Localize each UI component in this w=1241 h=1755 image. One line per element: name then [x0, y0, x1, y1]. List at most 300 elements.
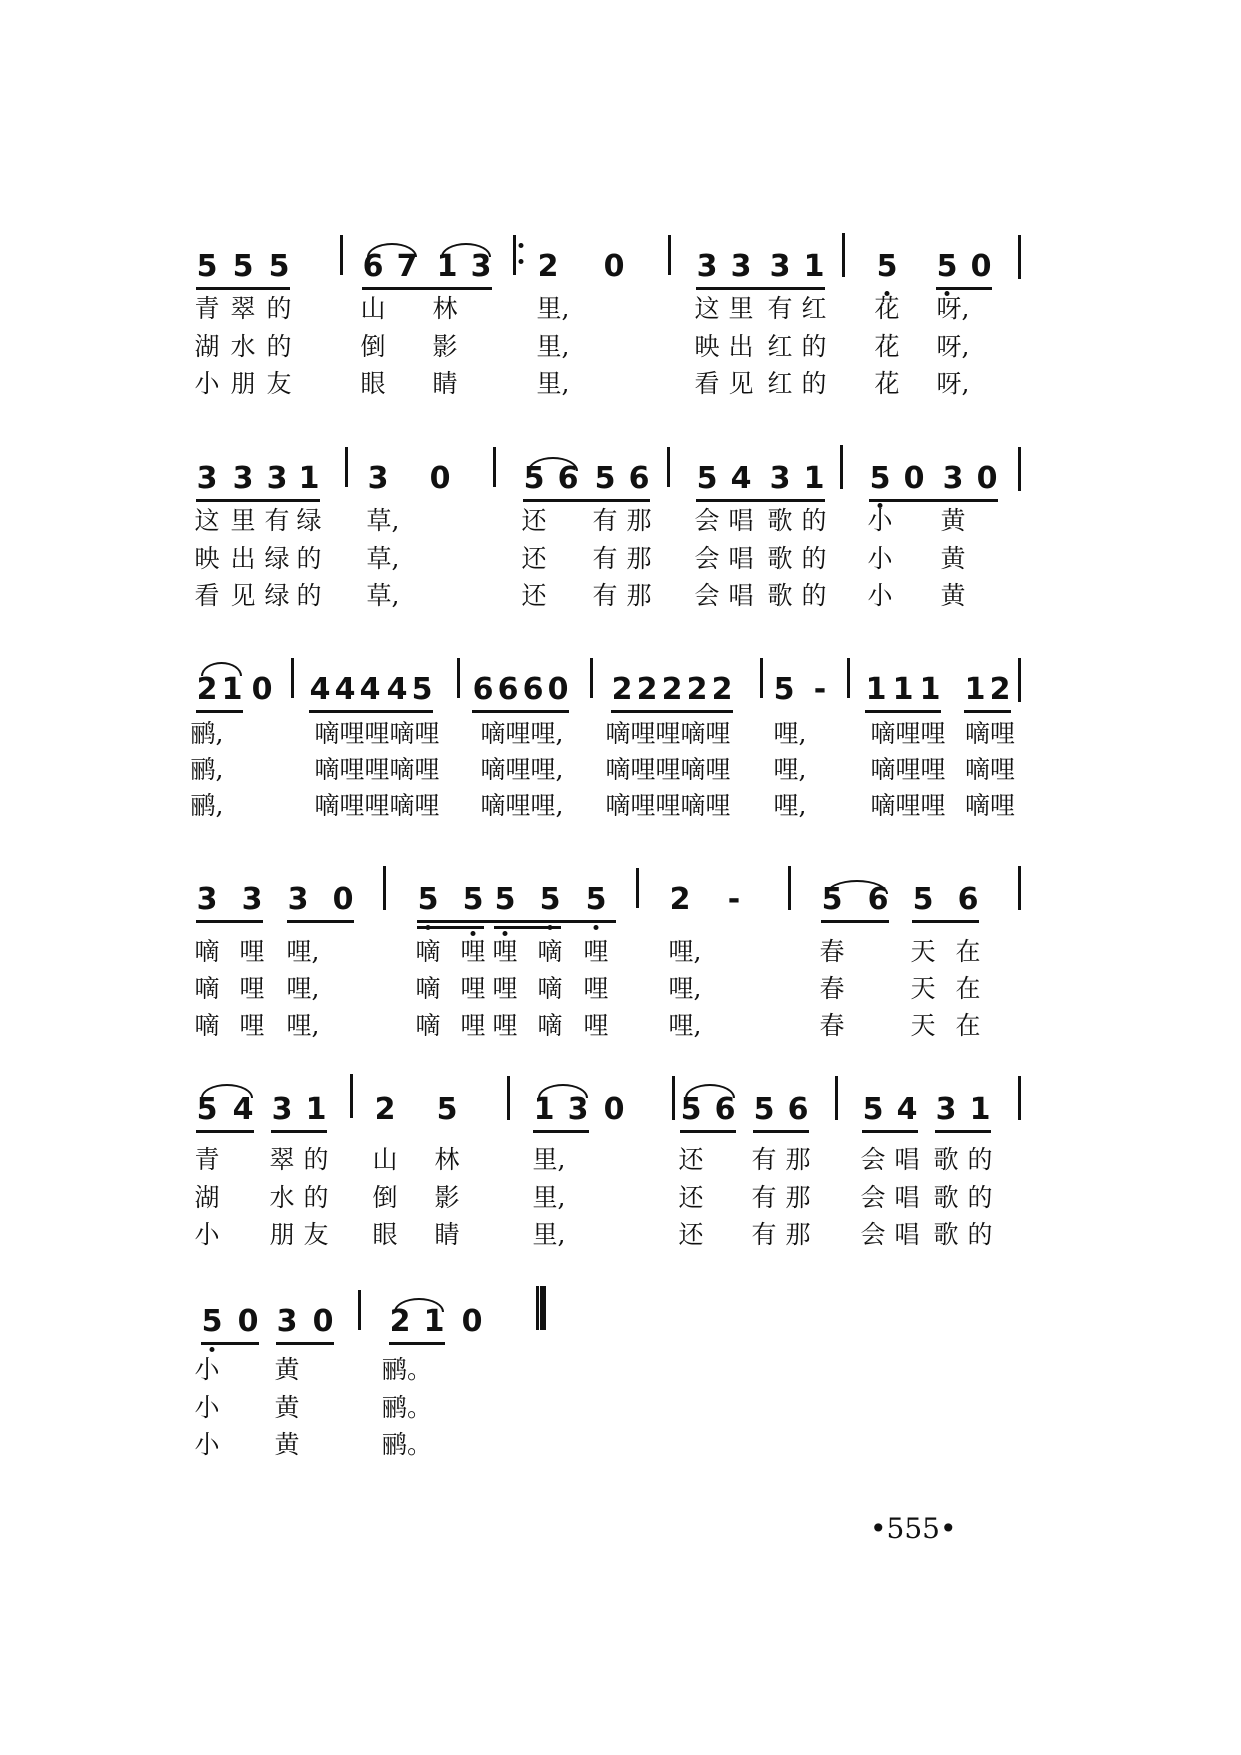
score-system [0, 1068, 1241, 1258]
lyric-word: 黄 [274, 1393, 300, 1422]
lyric-word: 里 [728, 294, 754, 323]
note: 0 [312, 1304, 334, 1339]
lyric-word: 小 [194, 1393, 220, 1422]
note: 4 [896, 1092, 918, 1127]
lyric-word: 那 [626, 581, 652, 610]
lyric-word: 有 [264, 506, 290, 535]
lyric-word: 嘀哩哩嘀哩 [605, 719, 731, 748]
note: 3 [367, 461, 389, 496]
lyric-word: 翠 [230, 294, 256, 323]
underline-beam [362, 287, 492, 290]
note: 3 [241, 882, 263, 917]
lyric-word: 歌 [933, 1220, 959, 1249]
note: 3 [266, 461, 288, 496]
lyric-word: 呀, [936, 369, 970, 398]
note: 5 [862, 1092, 884, 1127]
lyric-word: 哩, [286, 937, 320, 966]
note: 2 [711, 672, 733, 707]
lyric-word: 友 [266, 369, 292, 398]
note: 6 [787, 1092, 809, 1127]
lyric-word: 鹂, [190, 791, 224, 820]
lyric-word: 有 [751, 1145, 777, 1174]
lyric-word: 嘀哩哩 [870, 791, 946, 820]
note: 0 [429, 461, 451, 496]
note: 5 [494, 882, 516, 917]
lyric-word: 唱 [894, 1220, 920, 1249]
lyric-word: 哩 [239, 937, 265, 966]
lyric-word: 出 [230, 544, 256, 573]
note: 3 [232, 461, 254, 496]
note: 3 [470, 249, 492, 284]
lyric-word: 哩 [460, 937, 486, 966]
barline [507, 1076, 510, 1120]
barline [1018, 1076, 1021, 1120]
note: 5 [876, 249, 898, 284]
lyric-word: 草, [366, 544, 400, 573]
page-number: •555• [870, 1512, 957, 1545]
note: 0 [461, 1304, 483, 1339]
note: 4 [386, 672, 408, 707]
lyric-word: 还 [678, 1220, 704, 1249]
note: 4 [359, 672, 381, 707]
lyric-word: 青 [194, 1145, 220, 1174]
note: 6 [557, 461, 579, 496]
note: 1 [919, 672, 941, 707]
lyric-word: 嘀 [415, 937, 441, 966]
lyric-word: 会 [694, 544, 720, 573]
lyric-word: 呀, [936, 294, 970, 323]
note: 6 [497, 672, 519, 707]
lyric-word: 哩 [583, 937, 609, 966]
lyric-word: 唱 [728, 581, 754, 610]
lyric-word: 映 [194, 544, 220, 573]
repeat-dot [519, 259, 524, 264]
note: 5 [196, 249, 218, 284]
lyric-word: 友 [303, 1220, 329, 1249]
barline [842, 233, 845, 277]
lyric-word: 哩 [460, 1011, 486, 1040]
lyric-word: 嘀哩哩嘀哩 [314, 791, 440, 820]
lyric-word: 的 [967, 1220, 993, 1249]
underline-beam [201, 1342, 259, 1345]
lyric-word: 见 [728, 369, 754, 398]
note: 5 [196, 1092, 218, 1127]
slur [394, 1298, 444, 1312]
lyric-word: 的 [266, 294, 292, 323]
lyric-word: 嘀哩哩嘀哩 [314, 719, 440, 748]
low-octave-dot [210, 1347, 215, 1352]
lyric-word: 天 [910, 937, 936, 966]
underline-beam [271, 1130, 327, 1133]
lyric-word: 这 [694, 294, 720, 323]
underline-beam [287, 920, 354, 923]
lyric-word: 红 [767, 332, 793, 361]
score-system [0, 225, 1241, 415]
lyric-word: 呀, [936, 332, 970, 361]
note: 3 [287, 882, 309, 917]
note: 1 [803, 249, 825, 284]
low-octave-dot [548, 925, 553, 930]
lyric-word: 嘀哩哩, [480, 755, 564, 784]
lyric-word: 湖 [194, 1183, 220, 1212]
lyric-word: 里 [230, 506, 256, 535]
lyric-word: 有 [767, 294, 793, 323]
lyric-word: 哩 [492, 937, 518, 966]
lyric-word: 唱 [894, 1183, 920, 1212]
note: 0 [603, 1092, 625, 1127]
note: 0 [251, 672, 273, 707]
lyric-word: 草, [366, 581, 400, 610]
note: 0 [332, 882, 354, 917]
note: 5 [936, 249, 958, 284]
lyric-word: 哩 [492, 974, 518, 1003]
note: 0 [903, 461, 925, 496]
lyric-word: 朋 [230, 369, 256, 398]
lyric-word: 嘀哩哩嘀哩 [605, 791, 731, 820]
note: - [813, 672, 827, 707]
lyric-word: 有 [751, 1183, 777, 1212]
lyric-word: 鹂。 [381, 1393, 433, 1422]
lyric-word: 睛 [432, 369, 458, 398]
lyric-word: 哩 [239, 974, 265, 1003]
lyric-word: 哩, [773, 791, 807, 820]
lyric-word: 看 [194, 581, 220, 610]
lyric-word: 眼 [360, 369, 386, 398]
note: 5 [912, 882, 934, 917]
lyric-word: 哩, [773, 755, 807, 784]
note: 5 [411, 672, 433, 707]
lyric-word: 的 [303, 1145, 329, 1174]
lyric-word: 春 [819, 974, 845, 1003]
note: 0 [970, 249, 992, 284]
note: 0 [603, 249, 625, 284]
note: 5 [232, 249, 254, 284]
lyric-word: 在 [955, 1011, 981, 1040]
lyric-word: 的 [296, 544, 322, 573]
underline-beam [936, 287, 992, 290]
note: 1 [865, 672, 887, 707]
lyric-word: 那 [785, 1183, 811, 1212]
barline [513, 235, 516, 275]
barline [350, 1074, 353, 1118]
underline-beam [862, 1130, 918, 1133]
lyric-word: 的 [296, 581, 322, 610]
barline [1018, 658, 1021, 702]
lyric-word: 的 [266, 332, 292, 361]
barline [1018, 235, 1021, 279]
note: 1 [964, 672, 986, 707]
lyric-word: 在 [955, 937, 981, 966]
note: 1 [298, 461, 320, 496]
note: 3 [730, 249, 752, 284]
underline-beam [523, 499, 650, 502]
lyric-word: 春 [819, 937, 845, 966]
note: 1 [423, 1304, 445, 1339]
low-octave-dot [471, 931, 476, 936]
note: 1 [892, 672, 914, 707]
lyric-word: 黄 [274, 1430, 300, 1459]
lyric-word: 春 [819, 1011, 845, 1040]
lyric-word: 会 [860, 1183, 886, 1212]
underline-beam [309, 710, 433, 713]
lyric-word: 唱 [728, 506, 754, 535]
note: 2 [669, 882, 691, 917]
note: 6 [957, 882, 979, 917]
slur [538, 1084, 588, 1098]
lyric-word: 有 [592, 506, 618, 535]
underline-beam [753, 1130, 809, 1133]
note: 5 [539, 882, 561, 917]
lyric-word: 鹂, [190, 755, 224, 784]
note: 4 [309, 672, 331, 707]
lyric-word: 鹂。 [381, 1355, 433, 1384]
note: 6 [362, 249, 384, 284]
barline [672, 1076, 675, 1120]
lyric-word: 的 [801, 506, 827, 535]
lyric-word: 山 [372, 1145, 398, 1174]
underline-beam [821, 920, 889, 923]
lyric-word: 里, [536, 369, 570, 398]
note: 5 [417, 882, 439, 917]
lyric-word: 哩, [668, 937, 702, 966]
lyric-word: 哩 [492, 1011, 518, 1040]
lyric-word: 歌 [933, 1183, 959, 1212]
lyric-word: 绿 [296, 506, 322, 535]
lyric-word: 绿 [264, 581, 290, 610]
lyric-word: 影 [434, 1183, 460, 1212]
barline [291, 658, 294, 698]
note: 3 [935, 1092, 957, 1127]
underline-beam [389, 1342, 445, 1345]
lyric-word: 歌 [767, 544, 793, 573]
lyric-word: 朋 [269, 1220, 295, 1249]
note: 5 [462, 882, 484, 917]
underline-beam [196, 1130, 254, 1133]
lyric-word: 哩 [583, 1011, 609, 1040]
underline-beam [912, 920, 979, 923]
note: 6 [628, 461, 650, 496]
note: 5 [869, 461, 891, 496]
lyric-word: 眼 [372, 1220, 398, 1249]
lyric-word: 嘀哩哩 [870, 719, 946, 748]
lyric-word: 湖 [194, 332, 220, 361]
lyric-word: 歌 [767, 506, 793, 535]
lyric-word: 歌 [767, 581, 793, 610]
note: 5 [773, 672, 795, 707]
underline-beam [417, 920, 616, 923]
low-octave-dot [503, 931, 508, 936]
barline [1018, 447, 1021, 491]
lyric-word: 还 [521, 506, 547, 535]
lyric-word: 黄 [940, 506, 966, 535]
lyric-word: 嘀 [194, 974, 220, 1003]
lyric-word: 倒 [372, 1183, 398, 1212]
note: 2 [196, 672, 218, 707]
note: 2 [537, 249, 559, 284]
lyric-word: 嘀 [537, 974, 563, 1003]
lyric-word: 那 [785, 1145, 811, 1174]
lyric-word: 小 [194, 369, 220, 398]
lyric-word: 哩 [460, 974, 486, 1003]
lyric-word: 会 [694, 506, 720, 535]
note: 2 [636, 672, 658, 707]
barline [668, 235, 671, 275]
note: 5 [680, 1092, 702, 1127]
underline-beam [964, 710, 1011, 713]
lyric-word: 看 [694, 369, 720, 398]
note: 0 [237, 1304, 259, 1339]
lyric-word: 这 [194, 506, 220, 535]
note: 3 [276, 1304, 298, 1339]
lyric-word: 嘀 [194, 1011, 220, 1040]
note: 2 [661, 672, 683, 707]
note: 5 [821, 882, 843, 917]
note: 5 [753, 1092, 775, 1127]
barline [847, 658, 850, 698]
lyric-word: 黄 [940, 544, 966, 573]
final-barline-thick [540, 1286, 546, 1330]
lyric-word: 的 [801, 581, 827, 610]
lyric-word: 黄 [274, 1355, 300, 1384]
lyric-word: 花 [874, 369, 900, 398]
underline-beam [472, 710, 569, 713]
lyric-word: 还 [521, 544, 547, 573]
note: 3 [567, 1092, 589, 1127]
note: 1 [969, 1092, 991, 1127]
lyric-word: 倒 [360, 332, 386, 361]
note: 3 [769, 461, 791, 496]
lyric-word: 里, [532, 1183, 566, 1212]
lyric-word: 小 [194, 1430, 220, 1459]
underline-beam [533, 1130, 589, 1133]
note: 1 [305, 1092, 327, 1127]
barline [345, 447, 348, 487]
lyric-word: 哩, [286, 974, 320, 1003]
lyric-word: 小 [194, 1355, 220, 1384]
lyric-word: 的 [967, 1183, 993, 1212]
slur [528, 457, 578, 471]
lyric-word: 哩, [286, 1011, 320, 1040]
note: - [727, 882, 741, 917]
lyric-word: 那 [626, 544, 652, 573]
underline-beam [196, 287, 290, 290]
slur [201, 1084, 253, 1098]
barline [835, 1076, 838, 1120]
lyric-word: 嘀哩 [964, 719, 1016, 748]
note: 3 [942, 461, 964, 496]
lyric-word: 有 [751, 1220, 777, 1249]
barline [760, 658, 763, 698]
low-octave-dot [426, 925, 431, 930]
lyric-word: 会 [860, 1220, 886, 1249]
note: 1 [221, 672, 243, 707]
lyric-word: 唱 [728, 544, 754, 573]
underline-beam [869, 499, 998, 502]
lyric-word: 会 [694, 581, 720, 610]
repeat-dot [519, 243, 524, 248]
lyric-word: 的 [967, 1145, 993, 1174]
lyric-word: 小 [867, 506, 893, 535]
underline-beam [276, 1342, 334, 1345]
underline-beam [196, 920, 263, 923]
lyric-word: 嘀哩哩 [870, 755, 946, 784]
note: 6 [472, 672, 494, 707]
note: 4 [232, 1092, 254, 1127]
lyric-word: 嘀哩哩嘀哩 [605, 755, 731, 784]
note: 2 [989, 672, 1011, 707]
lyric-word: 有 [592, 581, 618, 610]
score-system [0, 648, 1241, 838]
note: 3 [769, 249, 791, 284]
note: 2 [389, 1304, 411, 1339]
lyric-word: 的 [801, 544, 827, 573]
lyric-word: 鹂。 [381, 1430, 433, 1459]
lyric-word: 哩 [583, 974, 609, 1003]
underline-beam [611, 710, 733, 713]
lyric-word: 小 [867, 544, 893, 573]
barline [340, 235, 343, 275]
barline [636, 868, 639, 908]
lyric-word: 在 [955, 974, 981, 1003]
lyric-word: 还 [521, 581, 547, 610]
lyric-word: 还 [678, 1145, 704, 1174]
barline [1018, 866, 1021, 910]
note: 0 [976, 461, 998, 496]
lyric-word: 嘀 [415, 974, 441, 1003]
lyric-word: 哩 [239, 1011, 265, 1040]
note: 1 [533, 1092, 555, 1127]
score-system [0, 858, 1241, 1048]
lyric-word: 还 [678, 1183, 704, 1212]
note: 2 [611, 672, 633, 707]
lyric-word: 嘀 [537, 1011, 563, 1040]
lyric-word: 青 [194, 294, 220, 323]
barline [840, 445, 843, 489]
lyric-word: 嘀 [194, 937, 220, 966]
note: 5 [201, 1304, 223, 1339]
underline-beam [935, 1130, 991, 1133]
lyric-word: 里, [532, 1220, 566, 1249]
note: 6 [522, 672, 544, 707]
underline-beam [696, 499, 825, 502]
barline [590, 658, 593, 698]
lyric-word: 里, [532, 1145, 566, 1174]
lyric-word: 嘀 [537, 937, 563, 966]
lyric-word: 嘀哩哩, [480, 719, 564, 748]
lyric-word: 哩, [773, 719, 807, 748]
underline-beam [696, 287, 825, 290]
score-system [0, 1280, 1241, 1470]
lyric-word: 哩, [668, 974, 702, 1003]
lyric-word: 会 [860, 1145, 886, 1174]
lyric-word: 鹂, [190, 719, 224, 748]
note: 4 [334, 672, 356, 707]
lyric-word: 林 [432, 294, 458, 323]
lyric-word: 映 [694, 332, 720, 361]
lyric-word: 有 [592, 544, 618, 573]
lyric-word: 影 [432, 332, 458, 361]
barline [493, 447, 496, 487]
lyric-word: 小 [867, 581, 893, 610]
lyric-word: 那 [785, 1220, 811, 1249]
lyric-word: 小 [194, 1220, 220, 1249]
lyric-word: 哩, [668, 1011, 702, 1040]
note: 3 [196, 461, 218, 496]
lyric-word: 的 [801, 369, 827, 398]
score-system [0, 437, 1241, 627]
lyric-word: 出 [728, 332, 754, 361]
lyric-word: 嘀哩哩, [480, 791, 564, 820]
